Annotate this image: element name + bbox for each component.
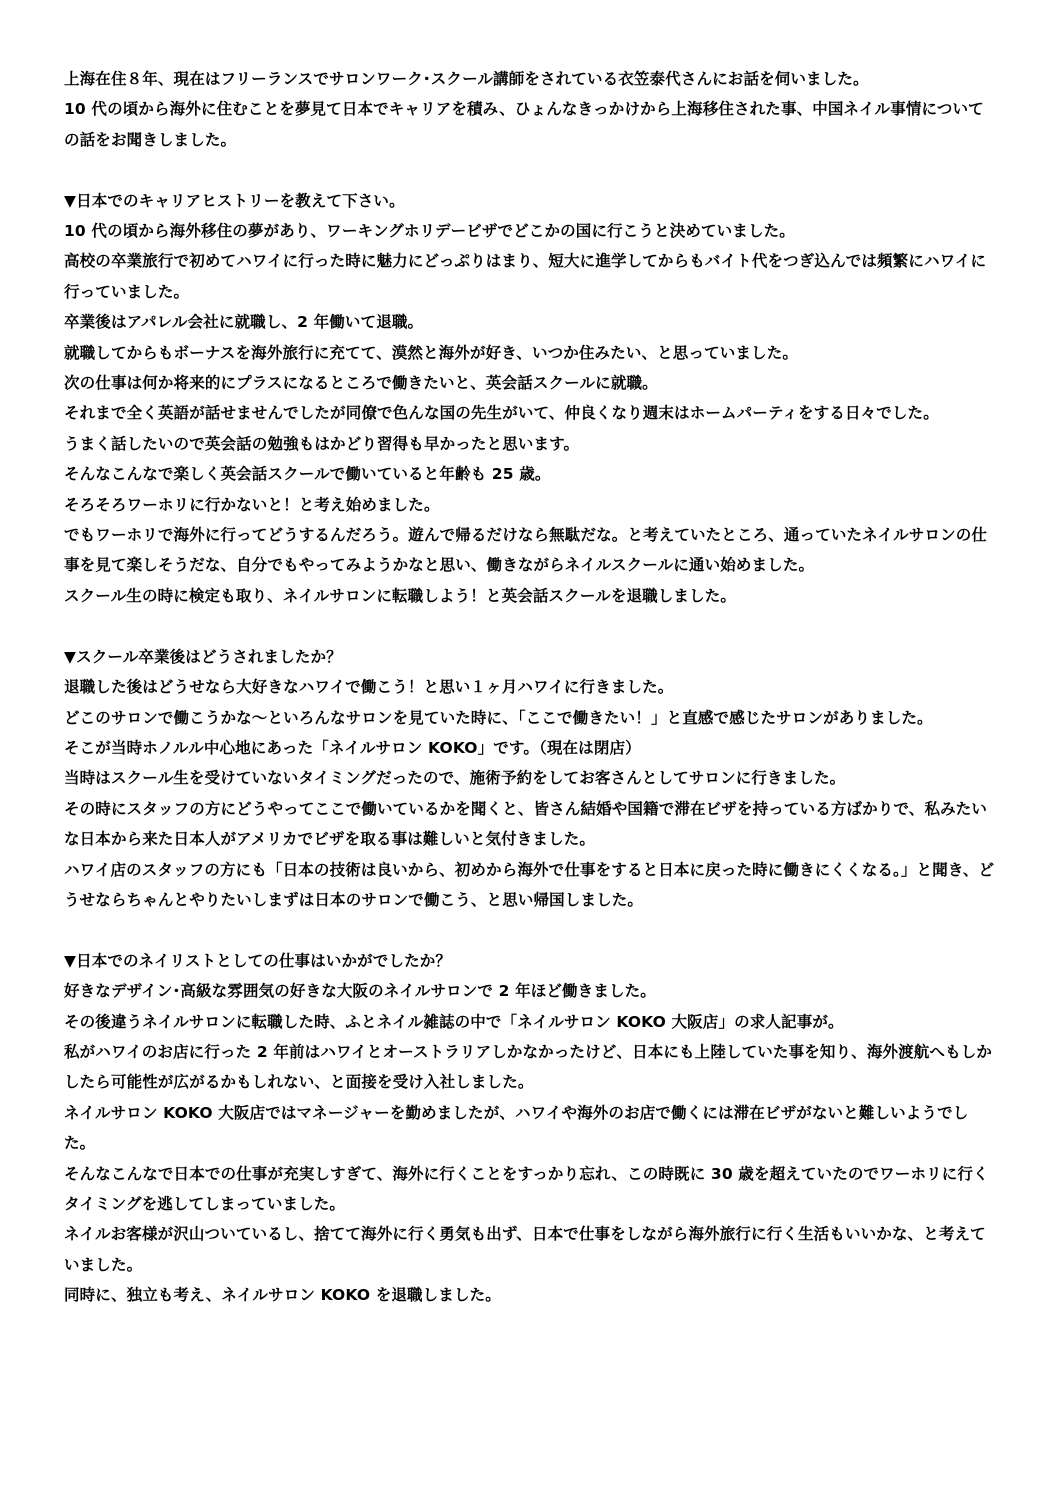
paragraph: スクール生の時に検定も取り、ネイルサロンに転職しよう！と英会話スクールを退職しました。: [64, 586, 737, 605]
paragraph: そこが当時ホノルル中心地にあった「ネイルサロン KOKO」です。（現在は閉店）: [64, 738, 641, 757]
document-page: [64, 64, 998, 1311]
section-heading: ▼日本でのネイリストとしての仕事はいかがでしたか？: [64, 951, 452, 970]
paragraph: 私がハワイのお店に行った 2 年前はハワイとオーストラリアしかなかったけど、日本にも上陸していた事を知り、海外渡航へもしかしたら可能性が広がるかもしれない、と面接を受け入社しました。: [64, 1042, 993, 1092]
paragraph: その後違うネイルサロンに転職した時、ふとネイル雑誌の中で「ネイルサロン KOKO 大阪店」の求人記事が。: [64, 1012, 844, 1031]
paragraph: そんなこんなで楽しく英会話スクールで働いていると年齢も 25 歳。: [64, 465, 551, 484]
intro-line: 上海在住８年、現在はフリーランスでサロンワーク･スクール講師をされている衣笠泰代さんにお話を伺いました。: [64, 70, 869, 88]
paragraph: そろそろワーホリに行かないと！と考え始めました。: [64, 495, 440, 514]
paragraph: 同時に、独立も考え、ネイルサロン KOKO を退職しました。: [64, 1286, 501, 1305]
paragraph: 次の仕事は何か将来的にプラスになるところで働きたいと、英会話スクールに就職。: [64, 374, 658, 393]
section-heading: ▼スクール卒業後はどうされましたか？: [64, 647, 342, 666]
intro-line: 10 代の頃から海外に住むことを夢見て日本でキャリアを積み、ひょんなきっかけから上海移住された事、中国ネイル事情についての話をお聞きしました。: [64, 100, 984, 149]
paragraph: ネイルお客様が沢山ついているし、捨てて海外に行く勇気も出ず、日本で仕事をしながら海外旅行に行く生活もいいかな、と考えていました。: [64, 1225, 986, 1274]
paragraph: そんなこんなで日本での仕事が充実しすぎて、海外に行くことをすっかり忘れ、この時既に 30 歳を超えていたのでワーホリに行くタイミングを逃してしまっていました。: [64, 1164, 989, 1213]
spacer: [64, 611, 998, 641]
paragraph: 就職してからもボーナスを海外旅行に充てて、漠然と海外が好き、いつか住みたい、と思っていました。: [64, 343, 799, 362]
paragraph: どこのサロンで働こうかな～といろんなサロンを見ていた時に、「ここで働きたい！」と直感で感じたサロンがありました。: [64, 708, 933, 727]
paragraph: 退職した後はどうせなら大好きなハワイで働こう！と思い１ヶ月ハワイに行きました。: [64, 678, 674, 697]
paragraph: 卒業後はアパレル会社に就職し、2 年働いて退職。: [64, 313, 424, 332]
paragraph: うまく話したいので英会話の勉強もはかどり習得も早かったと思います。: [64, 434, 580, 453]
paragraph: 当時はスクール生を受けていないタイミングだったので、施術予約をしてお客さんとしてサロンに行きました。: [64, 769, 846, 788]
paragraph: 高校の卒業旅行で初めてハワイに行った時に魅力にどっぷりはまり、短大に進学してからもバイト代をつぎ込んでは頻繁にハワイに行っていました。: [64, 252, 987, 301]
paragraph: その時にスタッフの方にどうやってここで働いているかを聞くと、皆さん結婚や国籍で滞在ビザを持っている方ばかりで、私みたいな日本から来た日本人がアメリカでビザを取る事は難しいと気付きました。: [64, 799, 988, 849]
paragraph: それまで全く英語が話せませんでしたが同僚で色んな国の先生がいて、仲良くなり週末はホームパーティをする日々でした。: [64, 404, 939, 423]
paragraph: ハワイ店のスタッフの方にも「日本の技術は良いから、初めから海外で仕事をすると日本に戻った時に働きにくくなる。」と聞き、どうせならちゃんとやりたいしまずは日本のサロンで働こう、と思い帰国しました。: [64, 860, 995, 909]
spacer: [64, 915, 998, 945]
spacer: [64, 155, 998, 185]
paragraph: ネイルサロン KOKO 大阪店ではマネージャーを勤めましたが、ハワイや海外のお店で働くには滞在ビザがないと難しいようでした。: [64, 1103, 969, 1153]
paragraph: 好きなデザイン･高級な雰囲気の好きな大阪のネイルサロンで 2 年ほど働きました。: [64, 982, 656, 1001]
paragraph: 10 代の頃から海外移住の夢があり、ワーキングホリデービザでどこかの国に行こうと決めていました。: [64, 222, 795, 241]
section-heading: ▼日本でのキャリアヒストリーを教えて下さい。: [64, 191, 405, 210]
paragraph: でもワーホリで海外に行ってどうするんだろう。遊んで帰るだけなら無駄だな。と考えていたところ、通っていたネイルサロンの仕事を見て楽しそうだな、自分でもやってみようかなと思い、働きながらネイルスクールに通い始めました。: [64, 526, 988, 575]
